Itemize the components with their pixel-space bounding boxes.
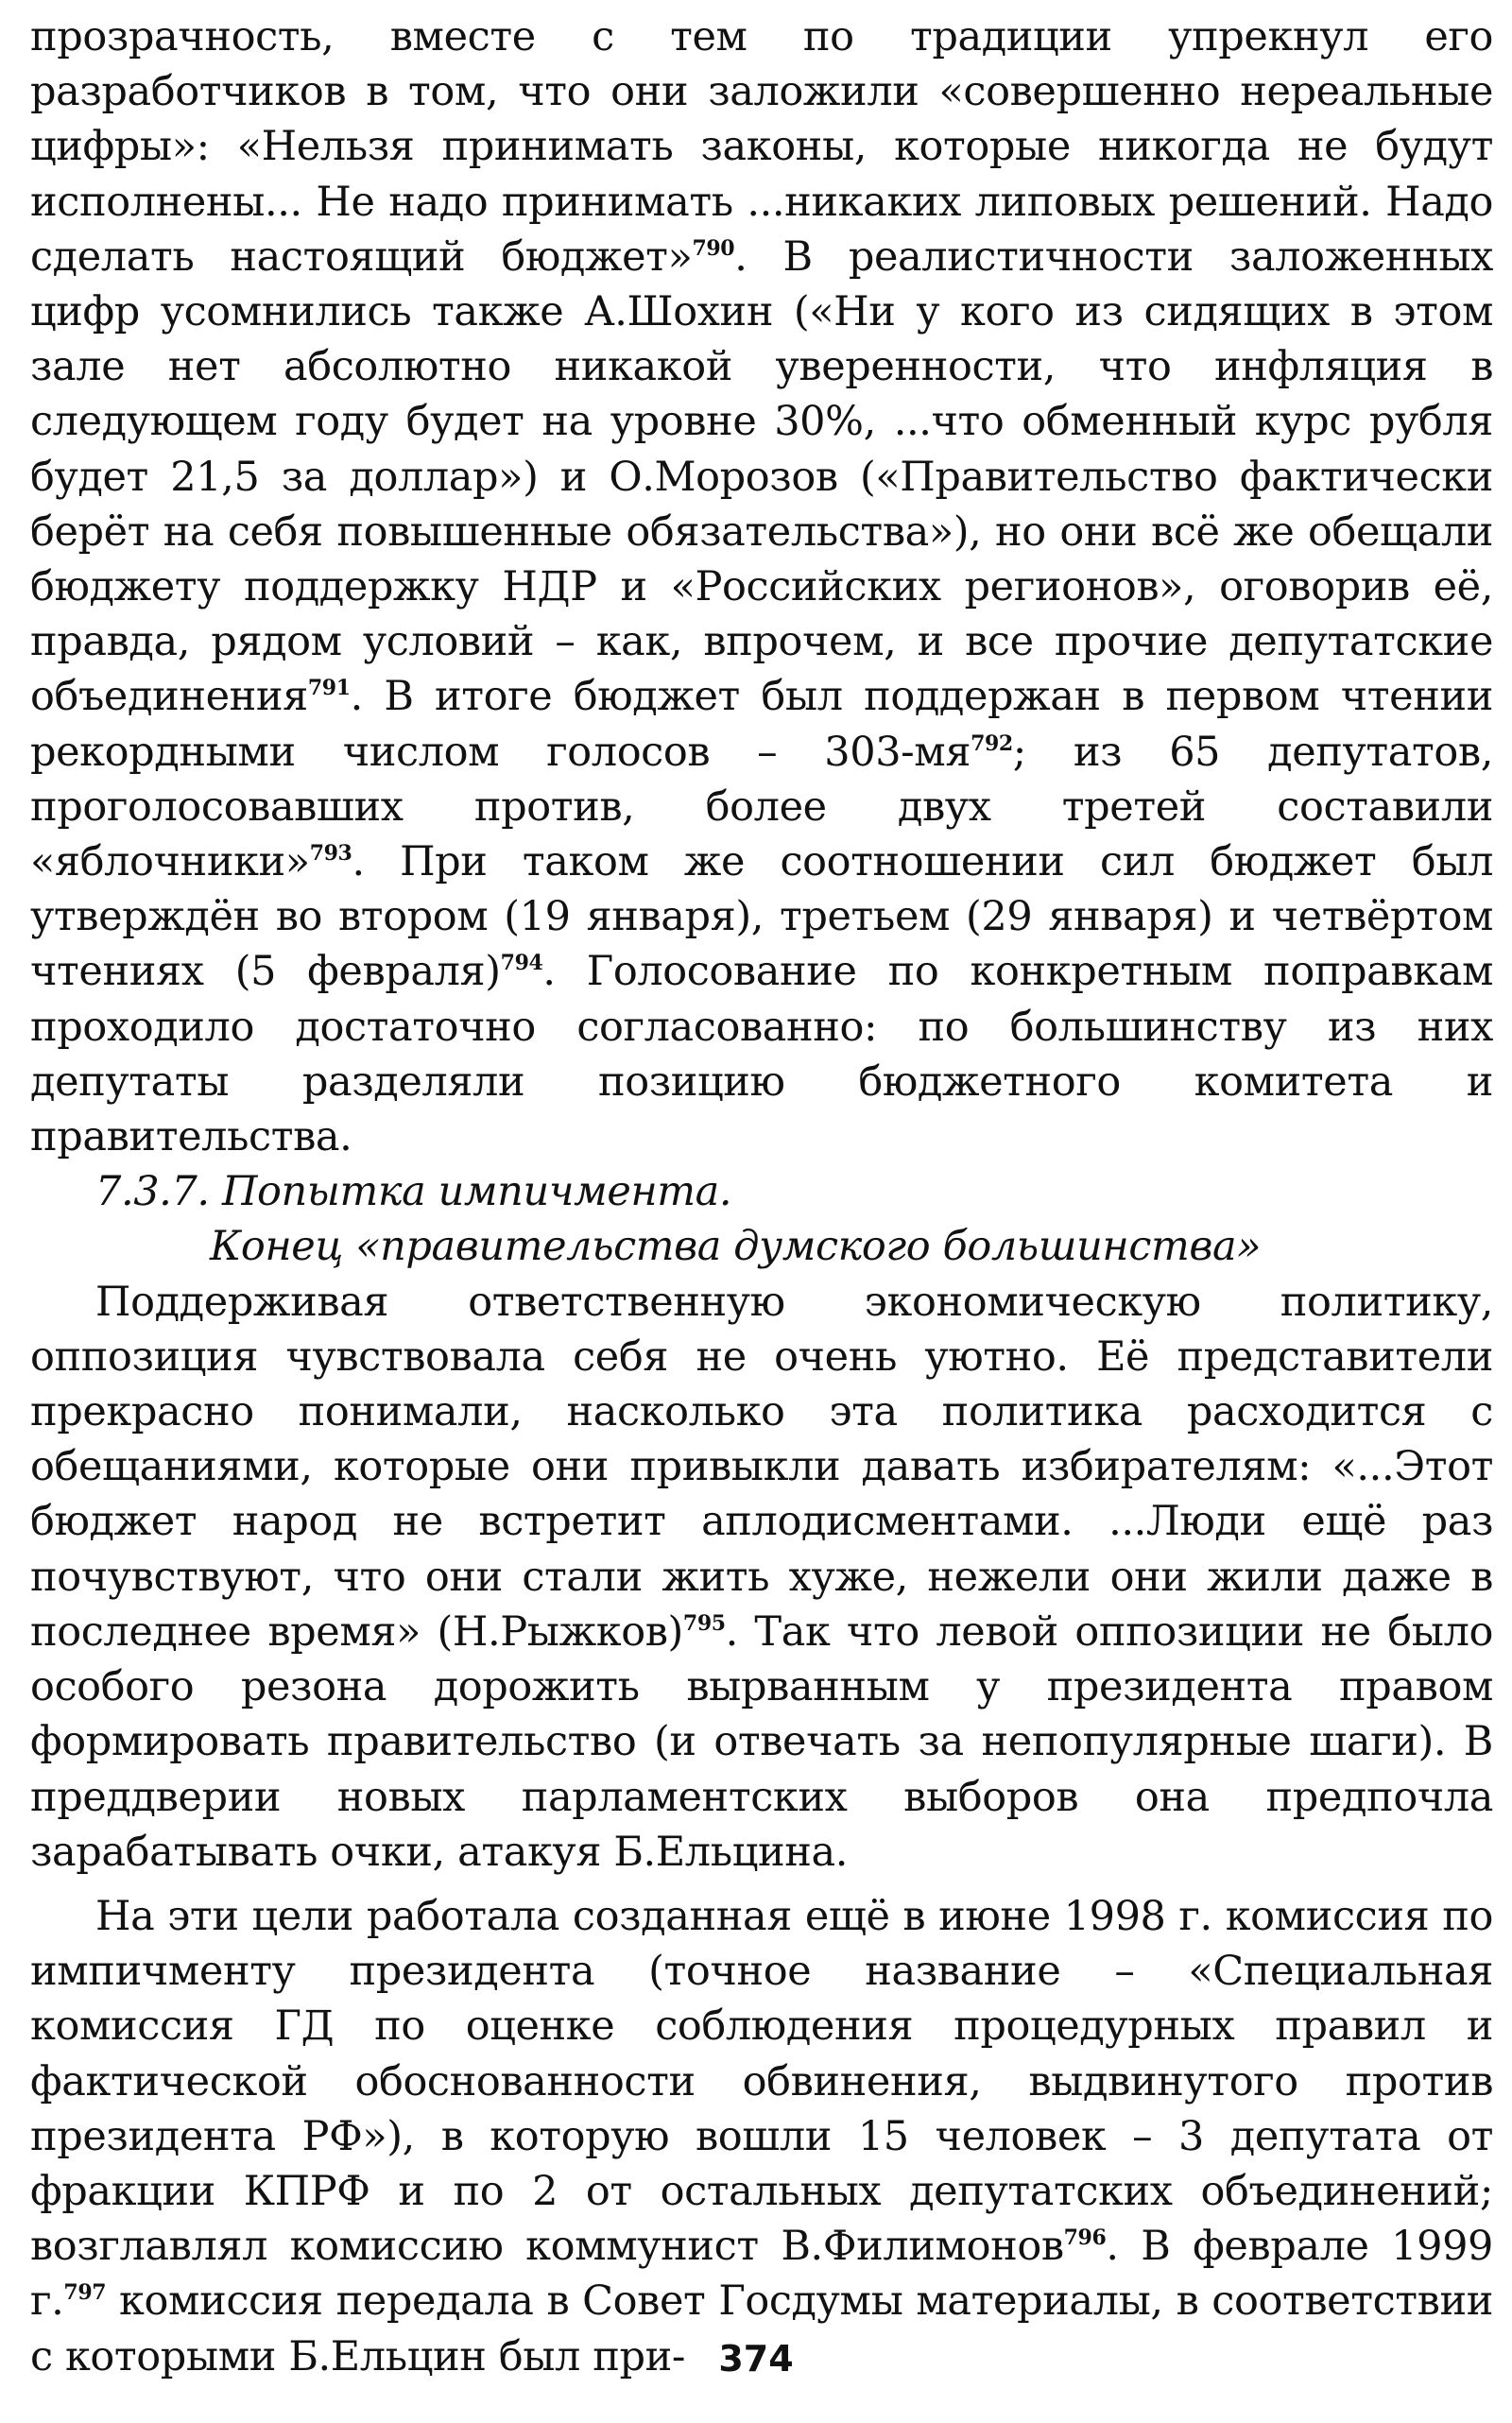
text-run: ; из 65 депутатов, проголосовавших против, более двух третей составили «яблочники» <box>30 728 1493 886</box>
text-run: комиссия передала в Совет Госдумы материалы, в соответствии с которыми Б.Ельцин был при- <box>30 2277 1493 2380</box>
text-run: . Так что левой оппозиции не было особого резона дорожить вырванным у президента правом формировать правительство (и отвечать за непопулярные шаги). В преддверии новых парламентских выборов она предпочла зарабатывать очки, атакуя Б.Ельцина. <box>30 1607 1493 1876</box>
footnote-ref-794: 794 <box>500 951 543 976</box>
footnote-ref-797: 797 <box>63 2280 107 2306</box>
footnote-ref-796: 796 <box>1063 2225 1107 2251</box>
paragraph-budget-debate <box>30 9 1493 1164</box>
footnote-ref-791: 791 <box>307 676 351 701</box>
text-run: прозрачность, вместе с тем по традиции упрекнул его разработчиков в том, что они заложили «совершенно нереальные цифры»: «Нельзя принимать законы, которые никогда не будут исполнены... Не надо принимать ...никаких липовых решений. Надо сделать настоящий бюджет» <box>30 13 1493 281</box>
section-heading-title: 7.3.7. Попытка импичмента. <box>95 1168 732 1216</box>
text-run: . В итоге бюджет был поддержан в первом чтении рекордными числом голосов – 303-мя <box>30 673 1493 776</box>
text-run: На эти цели работала созданная ещё в июне 1998 г. комиссия по импичменту президента (точное название – «Специальная комиссия ГД по оценке соблюдения процедурных правил и фактической обоснованности обвинения, выдвинутого против президента РФ»), в которую вошли 15 человек – 3 депутата от фракции КПРФ и по 2 от остальных депутатских объединений; возглавлял комиссию коммунист В.Филимонов <box>30 1892 1493 2271</box>
footnote-ref-790: 790 <box>692 235 735 261</box>
text-run: . В реалистичности заложенных цифр усомнились также А.Шохин («Ни у кого из сидящих в этом зале нет абсолютно никакой уверенности, что инфляция в следующем году будет на уровне 30%, ...что обменный курс рубля будет 21,5 за доллар») и О.Морозов («Правительство фактически берёт на себя повышенные обязательства»), но они всё же обещали бюджету поддержку НДР и «Российских регионов», оговорив её, правда, рядом условий – как, впрочем, и все прочие депутатские объединения <box>30 232 1494 721</box>
text-run: Поддерживая ответственную экономическую политику, оппозиция чувствовала себя не очень уютно. Её представители прекрасно понимали, насколько эта политика расходится с обещаниями, которые они привыкли давать избирателям: «...Этот бюджет народ не встретит аплодисментами. ...Люди ещё раз почувствуют, что они стали жить хуже, нежели они жили даже в последнее время» (Н.Рыжков) <box>30 1278 1493 1656</box>
footnote-ref-792: 792 <box>971 730 1013 756</box>
text-run: . Голосование по конкретным поправкам проходило достаточно согласованно: по большинству из них депутаты разделяли позицию бюджетного комитета и правительства. <box>30 948 1493 1161</box>
footnote-ref-793: 793 <box>309 841 352 867</box>
text-run: . При таком же соотношении сил бюджет был утверждён во втором (19 января), третьем (29 января) и четвёртом чтениях (5 февраля) <box>30 838 1493 996</box>
paragraph-impeachment-commission <box>30 1889 1493 2384</box>
text-run: . В феврале 1999 г. <box>30 2223 1493 2326</box>
paragraph-opposition <box>30 1275 1493 1880</box>
page-number: 374 <box>718 2338 794 2380</box>
section-heading-subtitle: Конец «правительства думского большинства» <box>210 1223 1262 1271</box>
page-content <box>30 9 1493 2384</box>
footnote-ref-795: 795 <box>682 1610 726 1636</box>
